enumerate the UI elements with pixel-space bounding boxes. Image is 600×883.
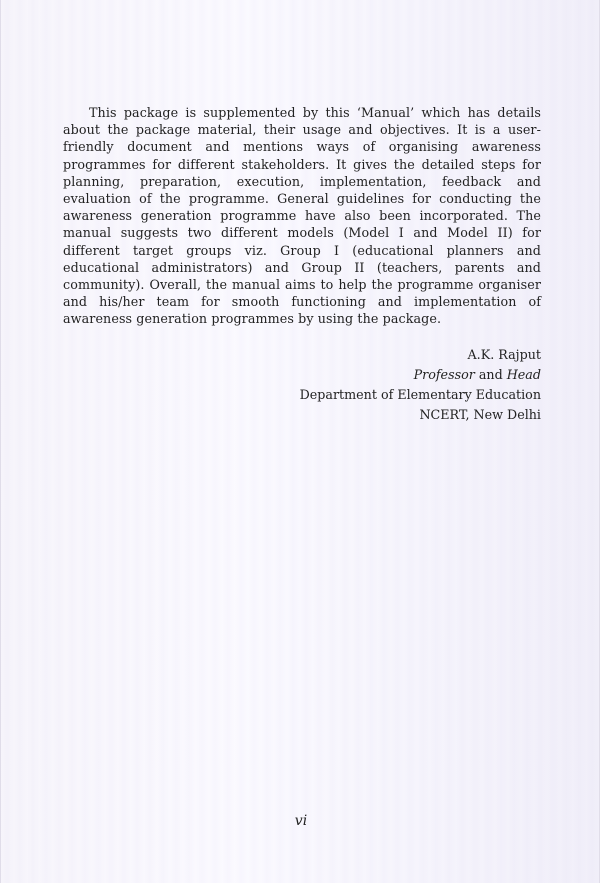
role-professor: Professor bbox=[413, 367, 475, 382]
signatory-department: Department of Elementary Education bbox=[299, 387, 541, 402]
signatory-institution: NCERT, New Delhi bbox=[419, 407, 541, 422]
signatory-role bbox=[281, 365, 541, 385]
body-text bbox=[63, 104, 541, 328]
role-head: Head bbox=[506, 367, 541, 382]
signature-block bbox=[281, 345, 541, 425]
page-number: vi bbox=[294, 813, 308, 829]
intro-paragraph: This package is supplemented by this ‘Manual’ which has details about the package material, their usage and objectives. It is a user-friendly document and mentions ways of organising awareness programmes for different stakeholders. It gives the detailed steps for planning, preparation, execution, implementation, feedback and evaluation of the programme. General guidelines for conducting the awareness generation programme have also been incorporated. The manual suggests two different models (Model I and Model II) for different target groups viz. Group I (educational planners and educational administrators) and Group II (teachers, parents and community). Overall, the manual aims to help the programme organiser and his/her team for smooth functioning and implementation of awareness generation programmes by using the package. bbox=[63, 105, 541, 327]
role-and: and bbox=[474, 367, 507, 382]
signatory-name: A.K. Rajput bbox=[467, 347, 541, 362]
